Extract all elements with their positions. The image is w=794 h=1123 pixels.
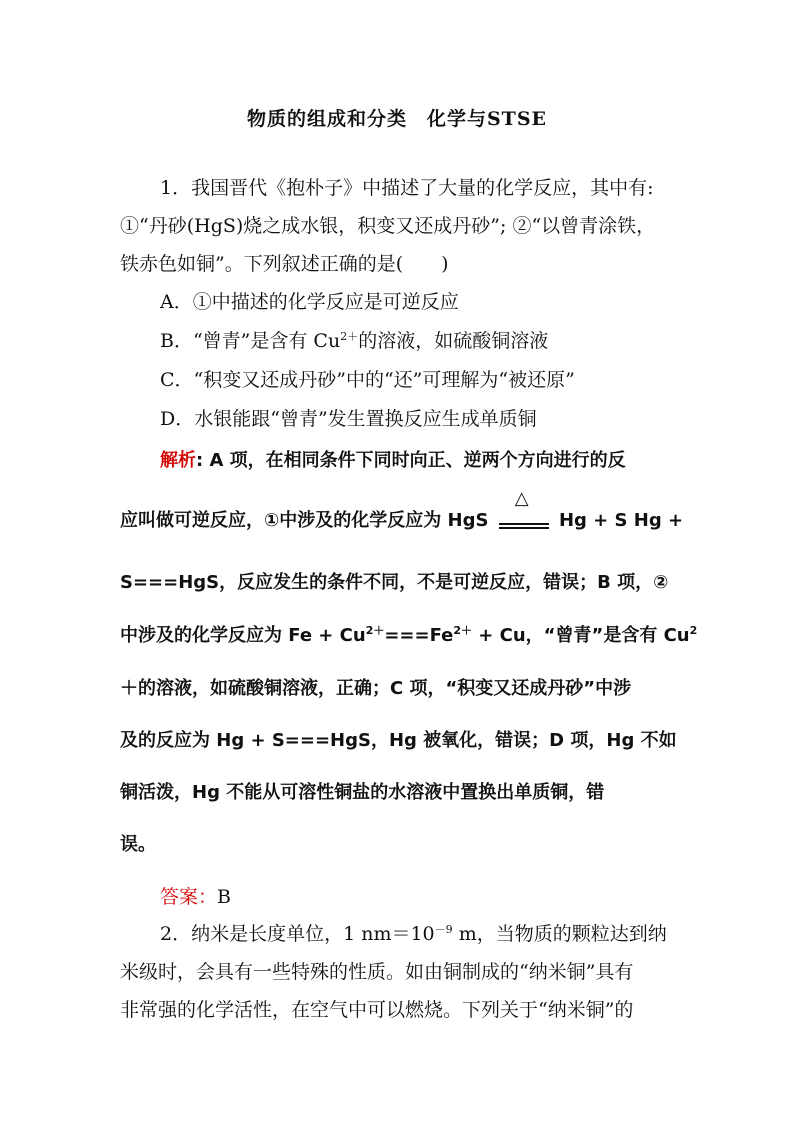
analysis-line-3: S===HgS，反应发生的条件不同，不是可逆反应，错误；B 项，② xyxy=(120,572,669,593)
charge-sup: 2 xyxy=(689,624,698,637)
answer-value: B xyxy=(217,886,231,908)
q2-line-2: 米级时，会具有一些特殊的性质。如由铜制成的“纳米铜”具有 xyxy=(120,961,634,983)
page-title: 物质的组成和分类 化学与STSE xyxy=(246,108,548,130)
analysis-text-4a: 中涉及的化学反应为 Fe + Cu xyxy=(120,625,366,646)
answer-label: 答案： xyxy=(160,886,218,908)
analysis-label: 解析 xyxy=(160,450,196,471)
q1-option-a: A．①中描述的化学反应是可逆反应 xyxy=(160,291,459,313)
analysis-line-2 xyxy=(120,488,684,534)
q1-option-b xyxy=(160,328,720,354)
q2-line-1 xyxy=(160,921,720,947)
q2-line-3: 非常强的化学活性，在空气中可以燃烧。下列关于“纳米铜”的 xyxy=(120,999,634,1021)
analysis-line-4 xyxy=(120,623,698,649)
analysis-line-7: 铜活泼，Hg 不能从可溶性铜盐的水溶液中置换出单质铜，错 xyxy=(120,782,605,803)
q1-option-d: D．水银能跟“曾青”发生置换反应生成单质铜 xyxy=(160,408,537,430)
analysis-text-4c: + Cu，“曾青”是含有 Cu xyxy=(472,625,690,646)
analysis-line-8: 误。 xyxy=(120,834,156,855)
q1-line-3: 铁赤色如铜”。下列叙述正确的是( ) xyxy=(120,253,449,275)
charge-sup: 2＋ xyxy=(453,624,473,637)
q1-line-1: 1．我国晋代《抱朴子》中描述了大量的化学反应，其中有: xyxy=(160,177,654,199)
answer-line xyxy=(160,884,720,910)
charge-sup: 2＋ xyxy=(340,330,359,343)
analysis-line-5: ＋的溶液，如硫酸铜溶液，正确；C 项，“积变又还成丹砂”中涉 xyxy=(120,678,632,699)
double-bar xyxy=(499,523,549,529)
analysis-text-4b: ===Fe xyxy=(384,625,454,646)
analysis-line-1 xyxy=(160,448,720,474)
q1-option-b-text: B．“曾青”是含有 Cu xyxy=(160,330,341,352)
q1-line-2: ①“丹砂(HgS)烧之成水银，积变又还成丹砂”; ②“以曾青涂铁， xyxy=(120,215,656,237)
analysis-text-2b: Hg + S Hg + xyxy=(552,510,684,531)
q1-option-b-text-2: 的溶液，如硫酸铜溶液 xyxy=(358,330,549,352)
exponent-sup: －9 xyxy=(434,923,453,936)
charge-sup: 2＋ xyxy=(365,624,385,637)
q1-option-c: C．“积变又还成丹砂”中的“还”可理解为“被还原” xyxy=(160,369,575,391)
heating-equals-sign xyxy=(495,488,553,534)
q2-text-1b: m，当物质的颗粒达到纳 xyxy=(452,923,667,945)
q2-text-1a: 2．纳米是长度单位，1 nm＝10 xyxy=(160,923,435,945)
analysis-text-1: : A 项，在相同条件下同时向正、逆两个方向进行的反 xyxy=(196,450,626,471)
analysis-text-2a: 应叫做可逆反应，①中涉及的化学反应为 HgS xyxy=(120,510,495,531)
analysis-line-6: 及的反应为 Hg + S===HgS，Hg 被氧化，错误；D 项，Hg 不如 xyxy=(120,730,677,751)
delta-icon: △ xyxy=(514,488,529,509)
